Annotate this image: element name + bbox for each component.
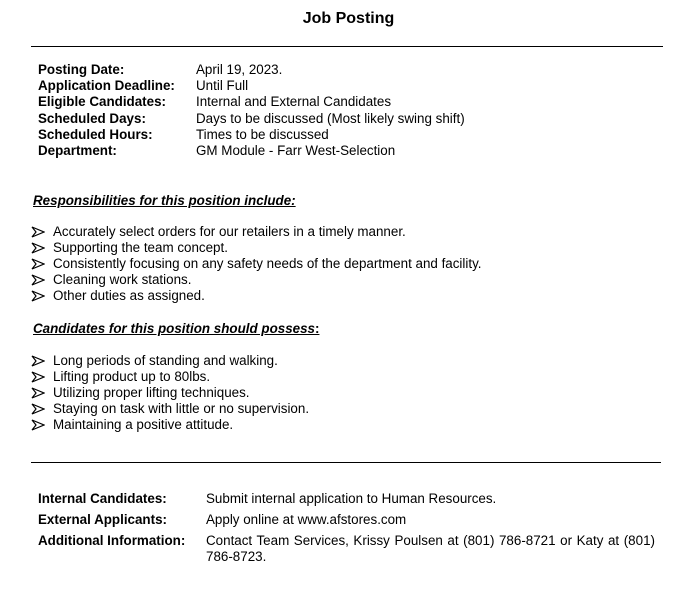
list-item — [31, 256, 482, 272]
detail-label: Scheduled Hours: — [38, 126, 153, 142]
list-item-text: Lifting product up to 80lbs. — [53, 369, 211, 385]
list-item — [31, 272, 482, 288]
footer-value: Contact Team Services, Krissy Poulsen at (801) 786-8721 or Katy at (801) 786-8723. — [206, 533, 655, 564]
arrowhead-bullet-icon — [31, 242, 45, 254]
list-item-text: Supporting the team concept. — [53, 240, 228, 256]
footer-row-additional — [38, 533, 655, 565]
list-item — [31, 353, 309, 369]
detail-value: April 19, 2023. — [196, 62, 283, 77]
arrowhead-bullet-icon — [31, 387, 45, 399]
responsibilities-heading — [33, 193, 296, 208]
detail-label: Eligible Candidates: — [38, 94, 166, 110]
list-item-text: Other duties as assigned. — [53, 288, 205, 304]
list-item — [31, 417, 309, 433]
bottom-divider — [31, 462, 661, 463]
footer-row-external — [38, 512, 655, 528]
detail-row-application-deadline — [38, 78, 465, 94]
list-item — [31, 224, 482, 240]
arrowhead-bullet-icon — [31, 419, 45, 431]
posting-details — [38, 62, 465, 159]
list-item-text: Maintaining a positive attitude. — [53, 417, 234, 433]
arrowhead-bullet-icon — [31, 226, 45, 238]
arrowhead-bullet-icon — [31, 274, 45, 286]
list-item-text: Consistently focusing on any safety needs of the department and facility. — [53, 256, 482, 272]
detail-label: Scheduled Days: — [38, 110, 146, 126]
list-item-text: Utilizing proper lifting techniques. — [53, 385, 250, 401]
application-info — [38, 491, 655, 570]
list-item — [31, 240, 482, 256]
arrowhead-bullet-icon — [31, 403, 45, 415]
detail-value: GM Module - Farr West-Selection — [196, 142, 396, 158]
footer-value: Apply online at www.afstores.com — [206, 512, 407, 527]
detail-row-department — [38, 143, 465, 159]
detail-row-eligible-candidates — [38, 94, 465, 110]
arrowhead-bullet-icon — [31, 258, 45, 270]
detail-value: Until Full — [196, 78, 249, 94]
candidates-heading — [33, 321, 319, 336]
candidates-heading-colon: : — [314, 321, 320, 336]
page-title: Job Posting — [302, 10, 395, 27]
list-item — [31, 401, 309, 417]
list-item — [31, 369, 309, 385]
list-item-text: Staying on task with little or no supervision. — [53, 401, 310, 417]
detail-label: Posting Date: — [38, 62, 125, 77]
arrowhead-bullet-icon — [31, 290, 45, 302]
detail-value: Internal and External Candidates — [196, 94, 392, 110]
footer-label: Additional Information: — [38, 533, 186, 548]
list-item-text: Cleaning work stations. — [53, 272, 192, 288]
detail-row-scheduled-days — [38, 111, 465, 127]
candidates-list — [31, 353, 309, 433]
arrowhead-bullet-icon — [31, 355, 45, 367]
detail-label: Department: — [38, 142, 117, 158]
footer-row-internal — [38, 491, 655, 507]
responsibilities-list — [31, 224, 482, 304]
responsibilities-heading-text: Responsibilities for this position include: — [33, 193, 296, 208]
list-item — [31, 288, 482, 304]
list-item-text: Accurately select orders for our retailers in a timely manner. — [53, 224, 406, 239]
detail-row-scheduled-hours — [38, 127, 465, 143]
top-divider — [31, 46, 663, 47]
candidates-heading-text: Candidates for this position should possess — [33, 321, 315, 336]
footer-label: External Applicants: — [38, 512, 167, 527]
list-item-text: Long periods of standing and walking. — [53, 353, 278, 368]
detail-value: Days to be discussed (Most likely swing shift) — [196, 110, 465, 126]
arrowhead-bullet-icon — [31, 371, 45, 383]
footer-label: Internal Candidates: — [38, 491, 167, 506]
list-item — [31, 385, 309, 401]
detail-label: Application Deadline: — [38, 78, 175, 94]
footer-value: Submit internal application to Human Resources. — [206, 491, 497, 506]
detail-row-posting-date — [38, 62, 465, 78]
detail-value: Times to be discussed — [196, 126, 329, 142]
